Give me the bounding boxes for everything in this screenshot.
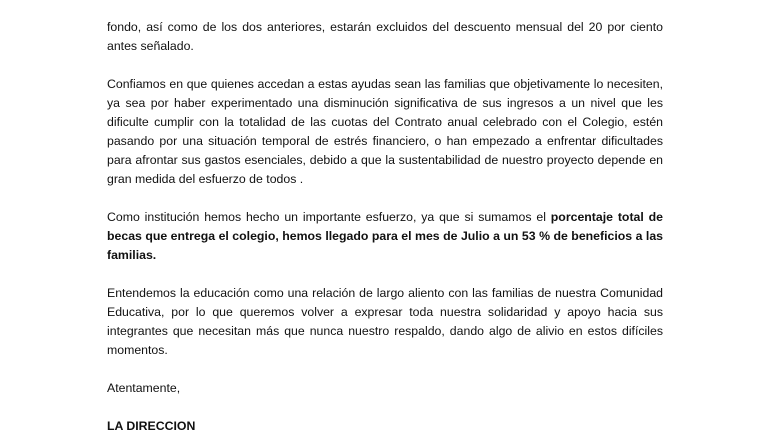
document-page	[107, 18, 663, 436]
effort-text: Como institución hemos hecho un importante esfuerzo, ya que si sumamos el	[107, 210, 551, 224]
scholarship-percentage-text: porcentaje total de becas que entrega el colegio, hemos llegado para el mes de Julio a un 53 % de beneficios a las familias.	[107, 210, 664, 262]
paragraph-institution-effort	[107, 208, 663, 265]
signature: LA DIRECCION	[107, 419, 196, 433]
paragraph-solidarity: Entendemos la educación como una relación de largo aliento con las familias de nuestra Comunidad Educativa, por lo que queremos volver a expresar toda nuestra solidaridad y apoyo hacia sus integrantes que necesitan más que nunca nuestro respaldo, dando algo de alivio en estos difíciles momentos.	[107, 286, 663, 357]
paragraph-aid-recipients: Confiamos en que quienes accedan a estas ayudas sean las familias que objetivamente lo necesiten, ya sea por haber experimentado una disminución significativa de sus ingresos a un nivel que les dificulte cumplir con la totalidad de las cuotas del Contrato anual celebrado con el Colegio, estén pasando por una situación temporal de estrés financiero, o han empezado a enfrentar dificultades para afrontar sus gastos esenciales, debido a que la sustentabilidad de nuestro proyecto depende en gran medida del esfuerzo de todos .	[107, 77, 663, 186]
paragraph-discount-exclusion: fondo, así como de los dos anteriores, estarán excluidos del descuento mensual del 20 por ciento antes señalado.	[107, 20, 663, 53]
closing-salutation: Atentamente,	[107, 381, 181, 395]
